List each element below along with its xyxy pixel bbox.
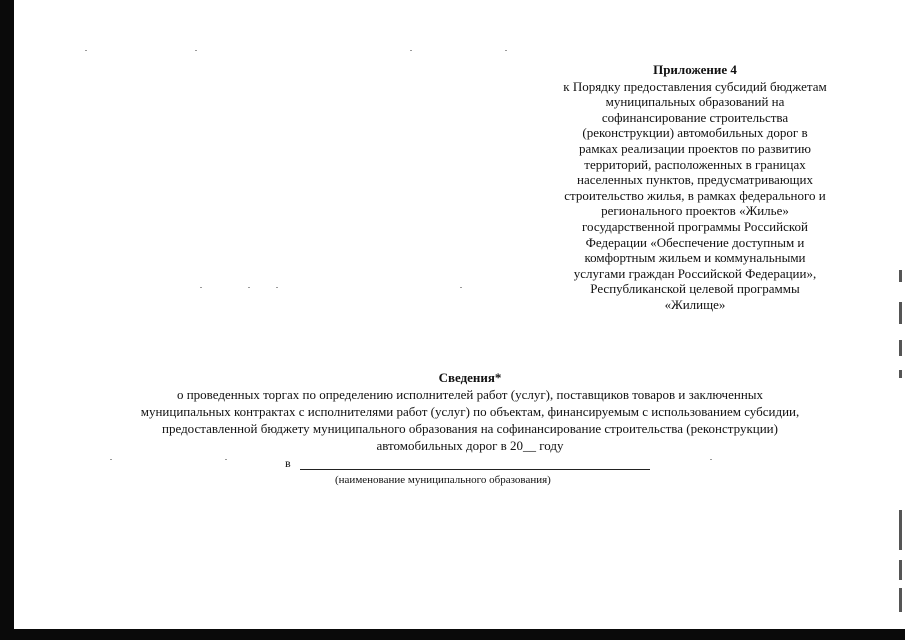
scan-speck: [710, 459, 712, 460]
municipality-prefix: в: [285, 456, 291, 470]
appendix-title: Приложение 4: [653, 62, 737, 77]
scan-speck: [200, 287, 202, 288]
municipality-blank-line: [300, 457, 650, 470]
scan-speck: [505, 50, 507, 51]
info-line: о проведенных торгах по определению исполнителей работ (услуг), поставщиков товаров и заключенных: [176, 387, 764, 402]
appendix-line: рамках реализации проектов по развитию: [579, 140, 811, 156]
info-line: муниципальных контрактах с исполнителями работ (услуг) по объектам, финансируемым с использованием субсидии,: [140, 404, 800, 419]
appendix-line: Республиканской целевой программы: [590, 281, 800, 297]
scan-speck: [410, 50, 412, 51]
municipality-row: [285, 456, 650, 470]
scan-speck: [248, 287, 250, 288]
info-line: предоставленной бюджету муниципального образования на софинансирование строительства (реконструкции): [162, 421, 778, 436]
scan-speck: [460, 287, 462, 288]
info-title: Сведения*: [438, 370, 502, 385]
scan-speck: [225, 459, 227, 460]
scan-left-border: [0, 0, 14, 640]
appendix-header: [520, 62, 870, 313]
appendix-line: населенных пунктов, предусматривающих: [576, 172, 813, 188]
appendix-line: комфортным жильем и коммунальными: [584, 250, 806, 266]
appendix-line: Федерации «Обеспечение доступным и: [585, 234, 805, 250]
appendix-line: регионального проектов «Жилье»: [601, 203, 789, 219]
appendix-line: софинансирование строительства: [601, 109, 789, 125]
appendix-line: услугами граждан Российской Федерации»,: [573, 265, 817, 281]
info-line: автомобильных дорог в 20__ году: [376, 438, 564, 453]
appendix-line: (реконструкции) автомобильных дорог в: [582, 125, 808, 141]
municipality-caption: (наименование муниципального образования): [335, 474, 551, 486]
scan-speck: [85, 50, 87, 51]
scan-right-noise: [892, 40, 902, 620]
appendix-line: «Жилище»: [664, 296, 726, 312]
scan-speck: [195, 50, 197, 51]
scan-speck: [276, 287, 278, 288]
scan-bottom-border: [0, 629, 905, 640]
appendix-line: государственной программы Российской: [582, 218, 808, 234]
appendix-line: строительство жилья, в рамках федерального и: [564, 187, 826, 203]
appendix-line: территорий, расположенных в границах: [584, 156, 806, 172]
info-block: [40, 369, 900, 454]
appendix-line: муниципальных образований на: [605, 94, 785, 110]
appendix-line: к Порядку предоставления субсидий бюджетам: [563, 78, 827, 94]
scan-speck: [110, 459, 112, 460]
